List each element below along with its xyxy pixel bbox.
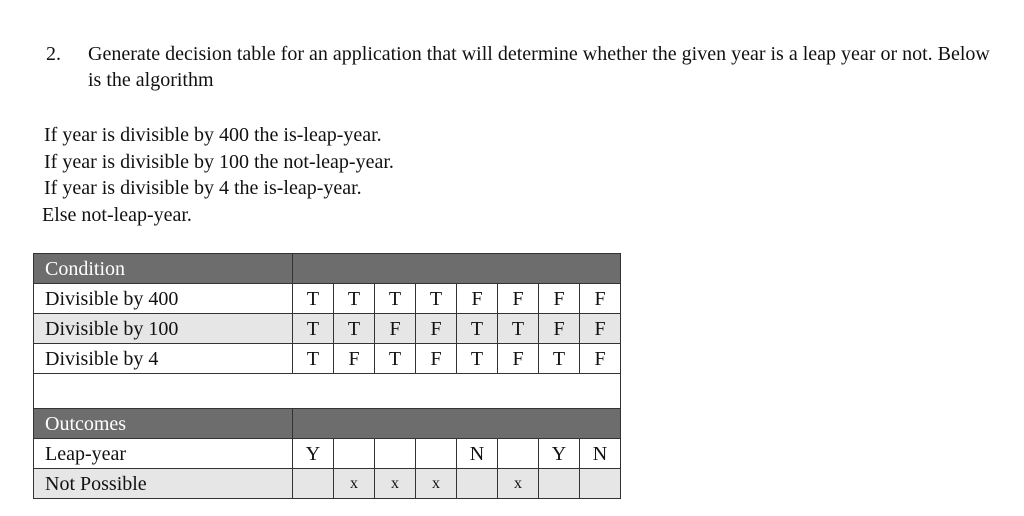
- table-cell: x: [416, 469, 457, 499]
- algorithm-rules: [44, 122, 394, 228]
- table-cell: N: [580, 439, 621, 469]
- table-cell: x: [375, 469, 416, 499]
- table-cell: F: [580, 344, 621, 374]
- table-row: [34, 314, 621, 344]
- table-row: [34, 469, 621, 499]
- table-cell: T: [375, 344, 416, 374]
- table-cell: [498, 439, 539, 469]
- table-cell: T: [457, 314, 498, 344]
- table-cell: F: [457, 284, 498, 314]
- table-cell: T: [498, 314, 539, 344]
- table-cell: [539, 469, 580, 499]
- table-cell: F: [580, 284, 621, 314]
- outcomes-header-row: [34, 409, 621, 439]
- rule-line: If year is divisible by 400 the is-leap-year.: [44, 124, 382, 146]
- table-cell: T: [334, 314, 375, 344]
- table-row: [34, 344, 621, 374]
- table-cell: F: [416, 344, 457, 374]
- outcomes-header-fill: [293, 409, 621, 439]
- condition-label: Divisible by 100: [34, 314, 293, 344]
- question-text: Generate decision table for an application that will determine whether the given year is a leap year or not. Below is the algorithm: [88, 43, 990, 91]
- table-cell: T: [334, 284, 375, 314]
- table-cell: [334, 439, 375, 469]
- table-cell: F: [580, 314, 621, 344]
- table-cell: T: [375, 284, 416, 314]
- table-cell: N: [457, 439, 498, 469]
- spacer-cell: [34, 374, 621, 409]
- table-cell: F: [334, 344, 375, 374]
- table-row: [34, 439, 621, 469]
- table-cell: x: [334, 469, 375, 499]
- condition-header-row: [34, 254, 621, 284]
- table-cell: Y: [293, 439, 334, 469]
- table-cell: [416, 439, 457, 469]
- table-row: [34, 284, 621, 314]
- condition-header-fill: [293, 254, 621, 284]
- table-cell: F: [498, 284, 539, 314]
- table-cell: [375, 439, 416, 469]
- table-cell: T: [293, 314, 334, 344]
- table-cell: F: [375, 314, 416, 344]
- table-cell: x: [498, 469, 539, 499]
- outcome-label: Not Possible: [34, 469, 293, 499]
- outcomes-header: Outcomes: [34, 409, 293, 439]
- table-cell: T: [539, 344, 580, 374]
- decision-table: [33, 253, 621, 499]
- table-cell: F: [498, 344, 539, 374]
- table-cell: Y: [539, 439, 580, 469]
- table-cell: T: [416, 284, 457, 314]
- table-cell: F: [539, 284, 580, 314]
- condition-label: Divisible by 4: [34, 344, 293, 374]
- question: [46, 41, 1006, 93]
- condition-header: Condition: [34, 254, 293, 284]
- question-number: 2.: [46, 43, 61, 65]
- rule-line: If year is divisible by 4 the is-leap-year.: [44, 177, 362, 199]
- table-cell: F: [539, 314, 580, 344]
- spacer-row: [34, 374, 621, 409]
- table-cell: [457, 469, 498, 499]
- table-cell: [293, 469, 334, 499]
- table-cell: F: [416, 314, 457, 344]
- rule-line: If year is divisible by 100 the not-leap-year.: [44, 150, 394, 173]
- outcome-label: Leap-year: [34, 439, 293, 469]
- table-cell: T: [293, 284, 334, 314]
- table-cell: T: [293, 344, 334, 374]
- table-cell: T: [457, 344, 498, 374]
- rule-line: Else not-leap-year.: [42, 203, 192, 226]
- table-cell: [580, 469, 621, 499]
- condition-label: Divisible by 400: [34, 284, 293, 314]
